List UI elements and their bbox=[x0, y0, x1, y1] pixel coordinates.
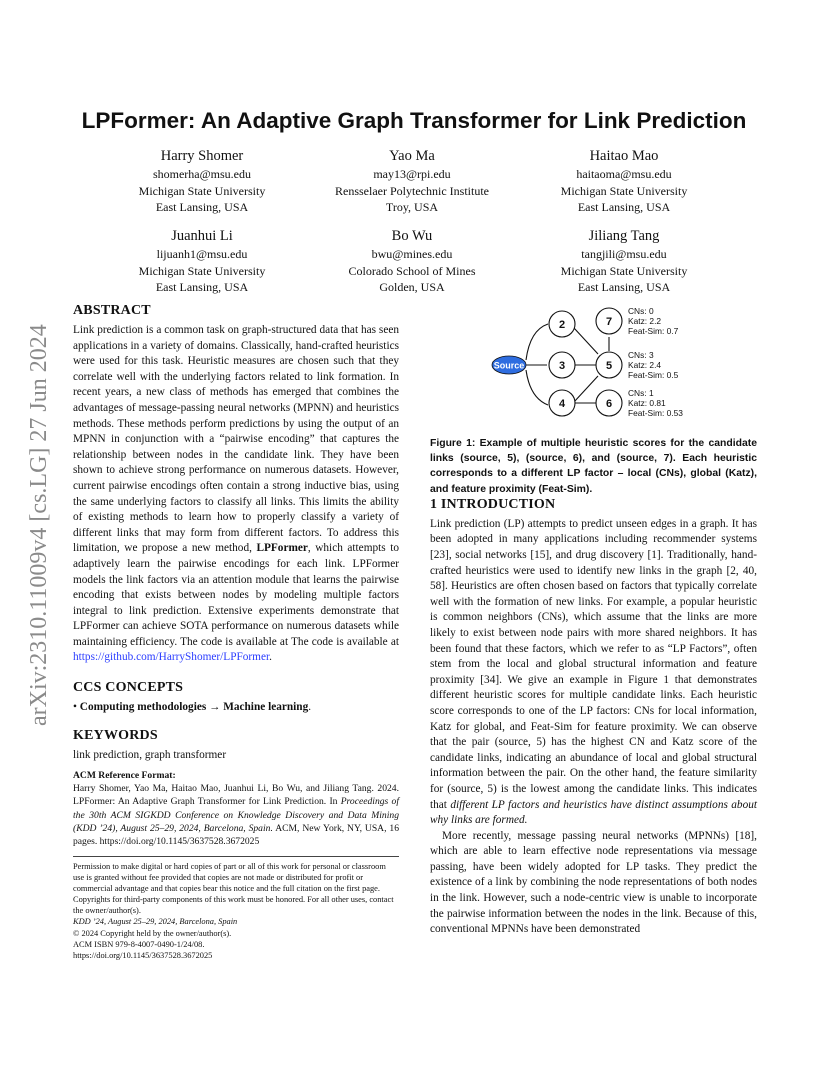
author-location: Troy, USA bbox=[385, 200, 439, 214]
author-5 bbox=[302, 226, 522, 296]
author-affiliation: Michigan State University bbox=[560, 263, 688, 278]
author-email: lijuanh1@msu.edu bbox=[156, 247, 248, 261]
node-5-label: 5 bbox=[605, 360, 613, 372]
copyright-line: © 2024 Copyright held by the owner/author(s). bbox=[73, 928, 232, 938]
author-email: shomerha@msu.edu bbox=[152, 167, 252, 181]
paper-title: LPFormer: An Adaptive Graph Transformer for Link Prediction bbox=[81, 108, 747, 133]
score-5-katz: Katz: 2.4 bbox=[628, 360, 662, 370]
score-7-katz: Katz: 2.2 bbox=[628, 316, 662, 326]
author-name: Jiliang Tang bbox=[588, 228, 660, 244]
edge-source-2 bbox=[526, 324, 548, 360]
author-email: may13@rpi.edu bbox=[373, 167, 451, 181]
node-3-label: 3 bbox=[558, 360, 566, 372]
abstract-text bbox=[73, 323, 399, 666]
author-affiliation: Michigan State University bbox=[138, 183, 266, 198]
edge-2-5 bbox=[574, 328, 598, 354]
intro-paragraph-2: More recently, message passing neural networks (MPNNs) [18], which are able to learn effective node representations via message passing, have been widely adopted for LP tasks. They predict the existence of a link by combining the node representations of both nodes in the link. However, such a node-centric view is unable to incorporate the pairwise information between the nodes in the link. Because of this, conventional MPNNs have been demonstrated bbox=[430, 829, 757, 936]
ccs-concept: Computing methodologies → Machine learning bbox=[79, 701, 309, 714]
author-3 bbox=[514, 146, 734, 216]
author-location: East Lansing, USA bbox=[577, 200, 671, 214]
edge-source-4 bbox=[526, 370, 548, 405]
abstract-text-part: , which attempts to adaptively learn the pairwise encodings for each link. LPFormer models the link factors via an attention module that learns the pairwise encoding that exists between nodes by modeling multiple factors integral to link prediction. Extensive experiments demonstrate that LPFormer can achieve SOTA performance on numerous datasets while maintaining efficiency. The code is available at The code is available at bbox=[73, 542, 399, 648]
score-5-cns: CNs: 3 bbox=[628, 350, 654, 360]
author-affiliation: Colorado School of Mines bbox=[348, 263, 476, 278]
author-email: haitaoma@msu.edu bbox=[576, 167, 672, 181]
code-link[interactable]: https://github.com/HarryShomer/LPFormer bbox=[73, 651, 270, 664]
keywords-heading: KEYWORDS bbox=[73, 727, 158, 743]
score-7-cns: CNs: 0 bbox=[628, 306, 654, 316]
author-name: Haitao Mao bbox=[589, 148, 659, 164]
author-location: East Lansing, USA bbox=[155, 200, 249, 214]
permission-footnote bbox=[73, 856, 399, 961]
score-5-featsim: Feat-Sim: 0.5 bbox=[628, 370, 679, 380]
acm-reference-heading: ACM Reference Format: bbox=[73, 770, 176, 782]
author-name: Juanhui Li bbox=[171, 228, 233, 244]
edge-4-5 bbox=[574, 376, 598, 402]
node-2-label: 2 bbox=[558, 319, 566, 331]
author-location: Golden, USA bbox=[379, 280, 445, 294]
acm-reference-venue: Proceedings of the 30th ACM SIGKDD Conference on Knowledge Discovery and Data Mining (KDD ’24), August 25–29, 2024, Barcelona, Spain. bbox=[73, 796, 399, 834]
acm-reference-text bbox=[73, 782, 399, 848]
figure-1 bbox=[430, 300, 757, 430]
arxiv-identifier: arXiv:2310.11009v4 [cs.LG] 27 Jun 2024 bbox=[26, 324, 52, 726]
author-affiliation: Michigan State University bbox=[138, 263, 266, 278]
author-name: Harry Shomer bbox=[160, 148, 244, 164]
score-6-featsim: Feat-Sim: 0.53 bbox=[628, 408, 683, 418]
heuristic-scores bbox=[628, 306, 683, 418]
author-location: East Lansing, USA bbox=[577, 280, 671, 294]
author-name: Bo Wu bbox=[391, 228, 433, 244]
acm-reference-part: ACM, New York, NY, USA, 16 pages. https://doi.org/10.1145/3637528.3672025 bbox=[73, 822, 399, 848]
author-4 bbox=[92, 226, 312, 296]
intro-paragraph-1 bbox=[430, 517, 757, 829]
ccs-heading: CCS CONCEPTS bbox=[73, 680, 184, 696]
intro-text: Link prediction (LP) attempts to predict unseen edges in a graph. It has been adopted in many applications including recommender systems [23], social networks [15], and drug discovery [1]. Traditionally, hand-crafted heuristics were used to identify new links in the graph [2, 40, 58]. Heuristics are often chosen based on factors that typically correlate well with the formation of new links. For example, a popular heuristic is common neighbors (CNs), which assume that the links are more likely to exist between node pairs with more shared neighbors. It has been found that these factors, which we refer to as “LP Factors”, often stem from the local and global structural information and feature proximity [34]. We give an example in Figure 1 that demonstrates different heuristic scores for multiple candidate links. Each heuristic score corresponds to one of the LP factors: CNs for local information, Katz for global, and Feat-Sim for feature proximity. We can observe that the pair (source, 5) has the highest CN and Katz score of the candidate links, indicating an abundance of local and global structural information between the pair. On the other hand, the feature similarity for (source, 5) is the lowest among the candidate links. This indicates that bbox=[430, 517, 757, 811]
venue-line: KDD ’24, August 25–29, 2024, Barcelona, Spain bbox=[73, 917, 238, 927]
permission-text: Permission to make digital or hard copies of part or all of this work for personal or classroom use is granted without fee provided that copies are not made or distributed for profit or commercial advantage and that copies bear this notice and the full citation on the first page. Copyrights for third-party components of this work must be honored. For all other uses, contact the owner/author(s). bbox=[73, 862, 394, 916]
method-name: LPFormer bbox=[256, 542, 308, 555]
abstract-text-part: Link prediction is a common task on graph-structured data that has seen applications in a variety of domains. Classically, hand-crafted heuristics were used for this task. Heuristic measures are chosen such that they correlate well with the underlying factors related to link formation. In recent years, a new class of methods has emerged that combines the advantages of message-passing neural networks (MPNN) and heuristics methods. These methods perform predictions by using the output of an MPNN in conjunction with a “pairwise encoding” that captures the relationship between nodes in the candidate link. They have been shown to achieve strong performance on numerous datasets. However, current pairwise encodings often contain a strong inductive bias, using the same underlying factors to classify all links. This limits the ability of existing methods to learn how to properly classify a variety of different links that may form from different factors. To address this limitation, we propose a new method, bbox=[73, 324, 399, 555]
introduction-heading: 1 INTRODUCTION bbox=[430, 496, 556, 512]
isbn-line: ACM ISBN 979-8-4007-0490-1/24/08. bbox=[73, 939, 205, 949]
ccs-bullet: • bbox=[73, 701, 80, 714]
score-6-katz: Katz: 0.81 bbox=[628, 398, 666, 408]
acm-reference-part: Harry Shomer, Yao Ma, Haitao Mao, Juanhui Li, Bo Wu, and Jiliang Tang. 2024. LPFormer: An Adaptive Graph Transformer for Link Prediction. In bbox=[73, 783, 399, 808]
score-6-cns: CNs: 1 bbox=[628, 388, 654, 398]
node-6-label: 6 bbox=[605, 398, 613, 410]
node-4-label: 4 bbox=[558, 398, 566, 410]
author-email: bwu@mines.edu bbox=[371, 247, 453, 261]
author-2 bbox=[302, 146, 522, 216]
ccs-item bbox=[73, 700, 399, 716]
figure-caption: Figure 1: Example of multiple heuristic scores for the candidate links (source, 5), (source, 6), and (source, 7). Each heuristic corresponds to a different LP factor – local (CNs), global (Katz), and feature proximity (Feat-Sim). bbox=[430, 438, 757, 495]
author-affiliation: Rensselaer Polytechnic Institute bbox=[335, 183, 489, 198]
score-7-featsim: Feat-Sim: 0.7 bbox=[628, 326, 679, 336]
author-affiliation: Michigan State University bbox=[560, 183, 688, 198]
node-7-label: 7 bbox=[605, 316, 613, 328]
author-6 bbox=[514, 226, 734, 296]
author-location: East Lansing, USA bbox=[155, 280, 249, 294]
doi-line: https://doi.org/10.1145/3637528.3672025 bbox=[73, 950, 213, 960]
author-name: Yao Ma bbox=[389, 148, 435, 164]
intro-emphasis: different LP factors and heuristics have distinct assumptions about why links are formed. bbox=[430, 798, 758, 827]
node-source-label: Source bbox=[493, 360, 525, 371]
author-1 bbox=[92, 146, 312, 216]
ccs-end: . bbox=[308, 701, 312, 714]
author-email: tangjili@msu.edu bbox=[581, 247, 667, 261]
abstract-heading: ABSTRACT bbox=[73, 303, 151, 318]
graph-diagram bbox=[430, 300, 757, 430]
right-column bbox=[430, 300, 757, 938]
keywords-text: link prediction, graph transformer bbox=[73, 748, 227, 761]
abstract-text-end: . bbox=[269, 651, 272, 664]
left-column bbox=[73, 303, 399, 848]
